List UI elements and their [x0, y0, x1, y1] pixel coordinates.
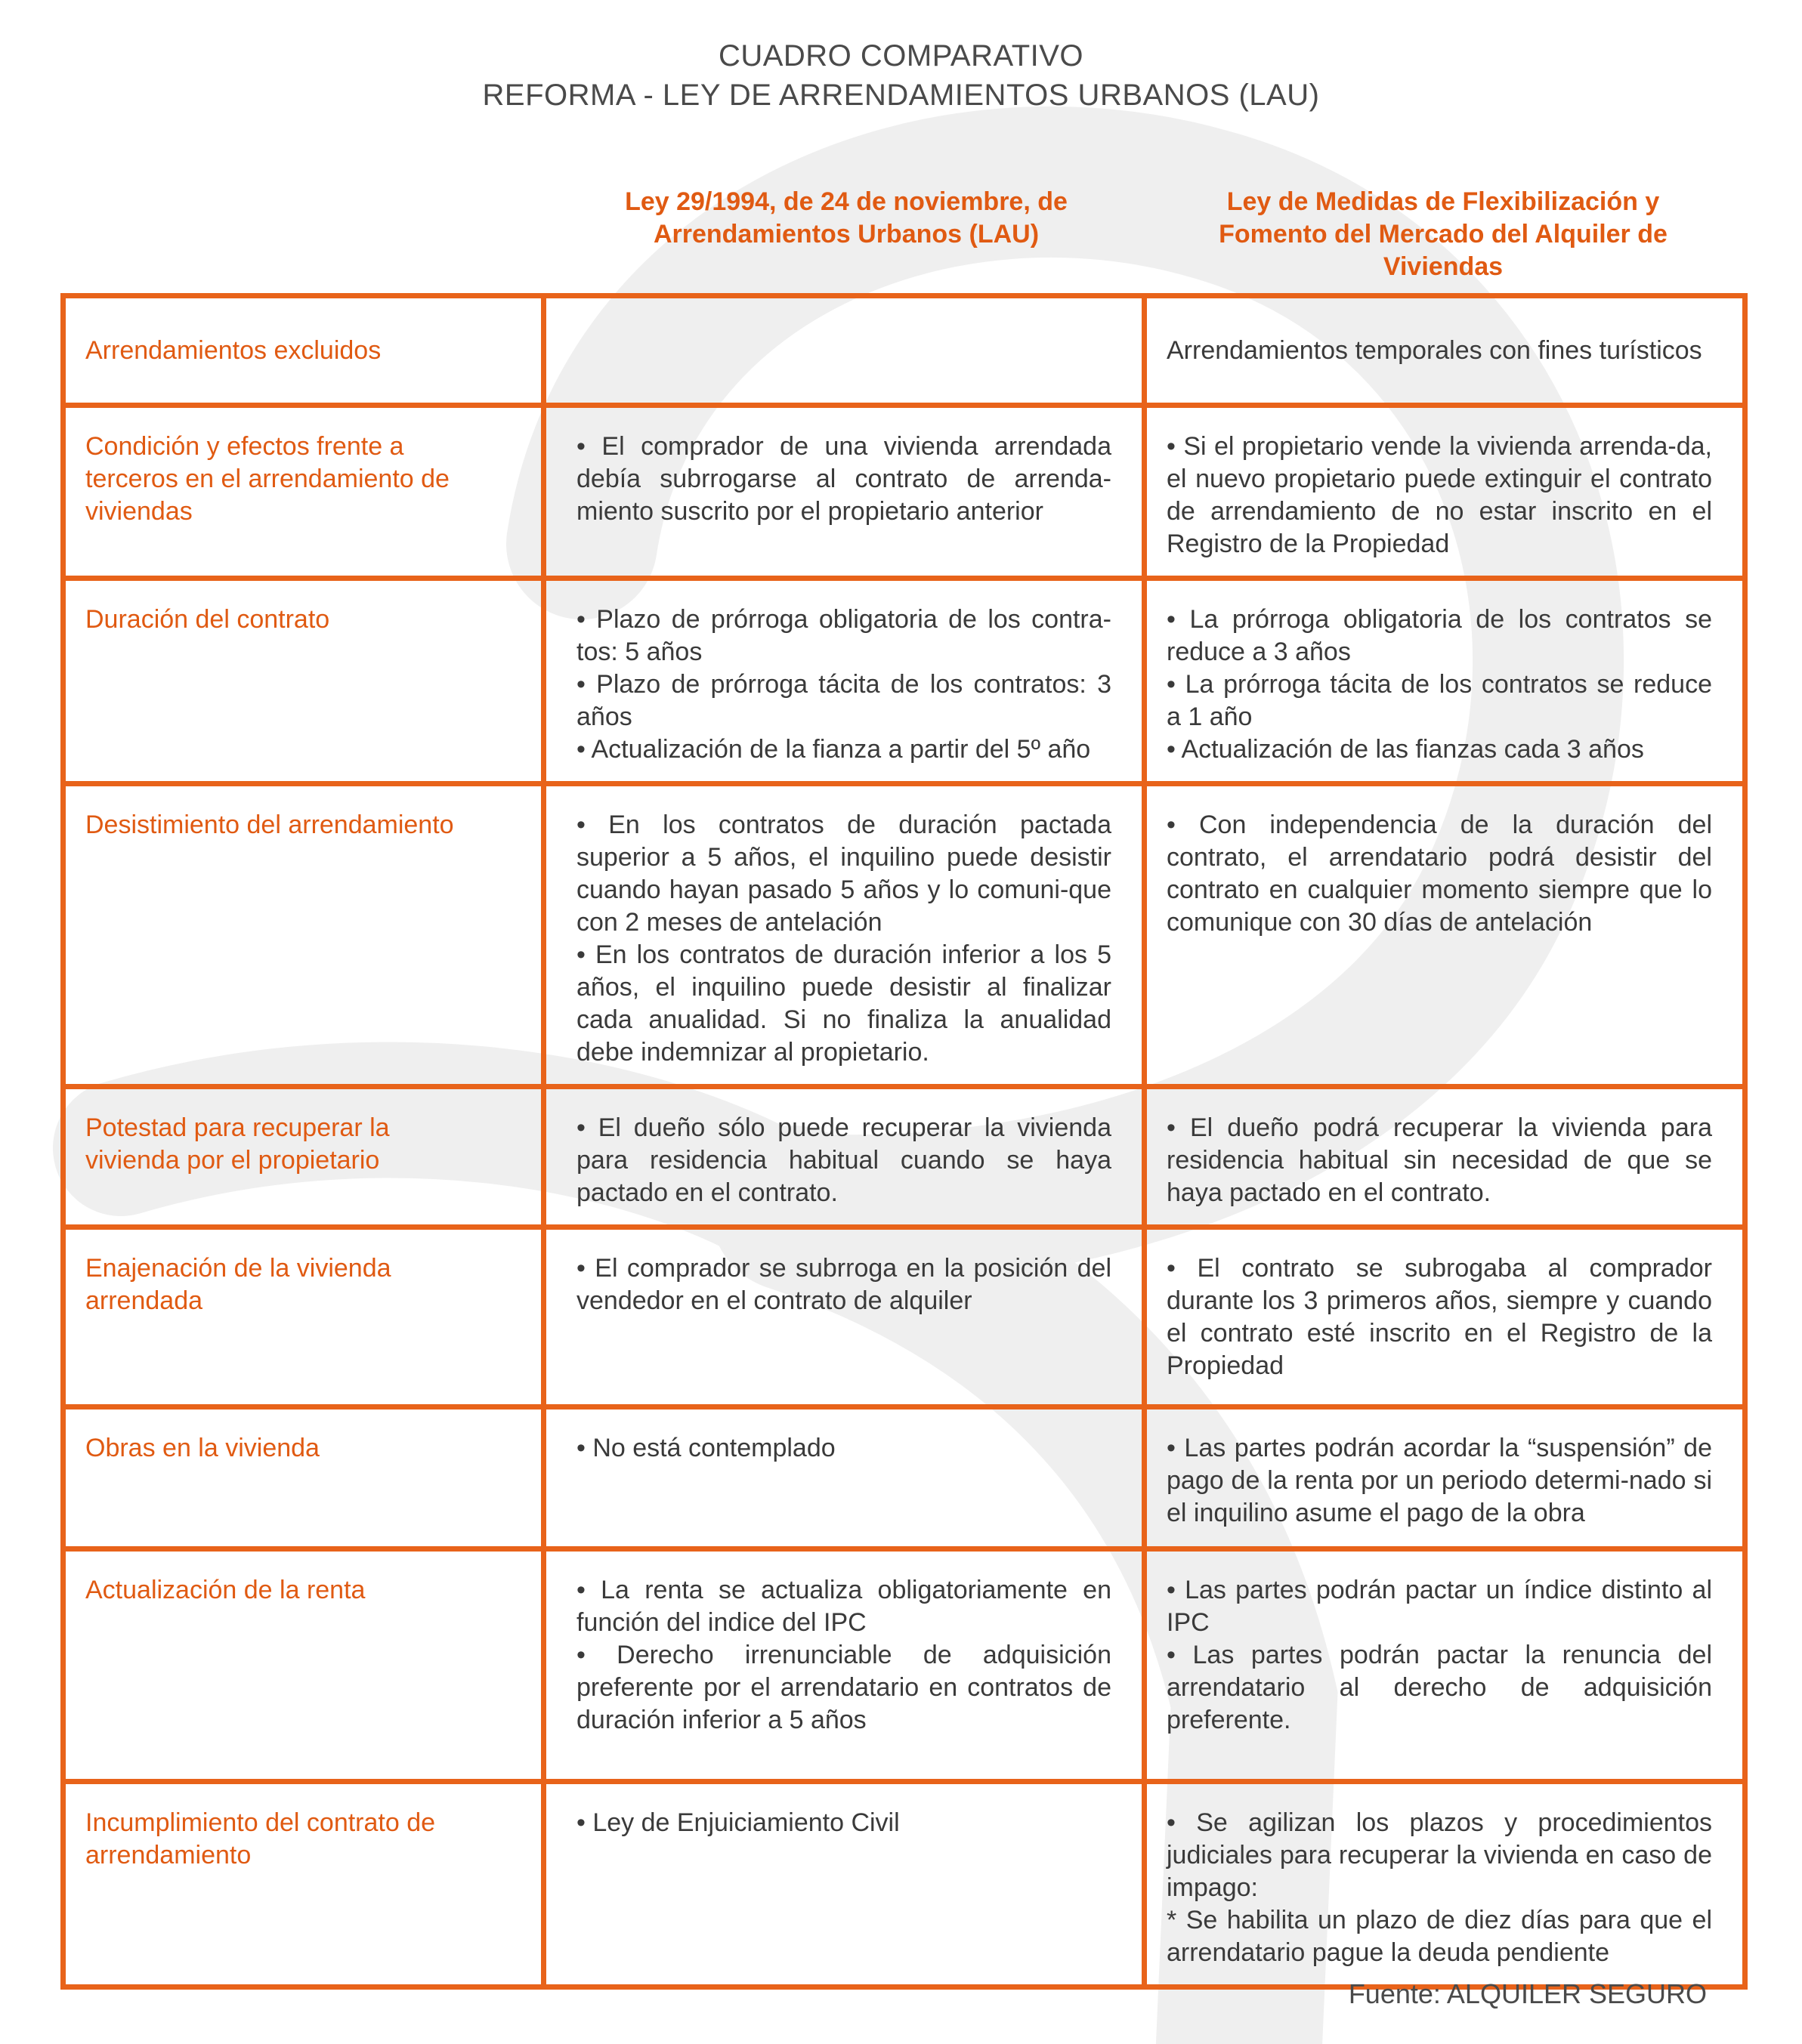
cell-paragraph: • El dueño podrá recuperar la vivienda para residencia habitual sin necesidad de que se haya pactado en el contrato. [1167, 1113, 1712, 1207]
cell-new-law [1145, 1549, 1745, 1782]
table-row [63, 579, 1745, 784]
cell-new-law [1145, 1782, 1745, 1987]
cell-paragraph: • La prórroga tácita de los contratos se reduce a 1 año [1167, 670, 1712, 731]
column-header-line: Arrendamientos Urbanos (LAU) [653, 220, 1040, 249]
cell-lau-1994 [544, 296, 1145, 406]
table-row [63, 1407, 1745, 1549]
column-header-line: Viviendas [1383, 252, 1504, 281]
cell-paragraph: • Ley de Enjuiciamiento Civil [576, 1808, 900, 1837]
cell-paragraph: • Con independencia de la duración del contrato, el arrendatario podrá desistir del contrato en cualquier momento siempre que lo comunique con 30 días de antelación [1167, 810, 1712, 937]
column-header-line: Fomento del Mercado del Alquiler de [1219, 220, 1668, 249]
cell-new-law [1145, 1087, 1745, 1227]
row-label-line: arrendamiento [85, 1841, 252, 1870]
row-label [63, 296, 544, 406]
cell-lau-1994 [544, 1407, 1145, 1549]
cell-paragraph: Arrendamientos temporales con fines turísticos [1167, 335, 1702, 365]
table-row [63, 784, 1745, 1087]
cell-paragraph: • El comprador se subrroga en la posición del vendedor en el contrato de alquiler [576, 1254, 1111, 1315]
title-line-2: REFORMA - LEY DE ARRENDAMIENTOS URBANOS (LAU) [482, 79, 1320, 112]
cell-new-law [1145, 784, 1745, 1087]
comparison-table [60, 293, 1748, 1990]
cell-lau-1994 [544, 1087, 1145, 1227]
table-row [63, 406, 1745, 579]
cell-paragraph: • En los contratos de duración pactada superior a 5 años, el inquilino puede desistir cuando hayan pasado 5 años y lo comuni-que con 2 meses de antelación [576, 810, 1111, 937]
row-label [63, 1407, 544, 1549]
row-label-line: Incumplimiento del contrato de [85, 1808, 436, 1837]
cell-paragraph: • El contrato se subrogaba al comprador durante los 3 primeros años, siempre y cuando el contrato esté inscrito en el Registro de la Propiedad [1167, 1254, 1712, 1380]
cell-new-law [1145, 1227, 1745, 1407]
row-label [63, 1549, 544, 1782]
table-row [63, 1549, 1745, 1782]
cell-paragraph: • Plazo de prórroga obligatoria de los contra-tos: 5 años [576, 605, 1111, 666]
page-title [0, 36, 1802, 115]
row-label [63, 406, 544, 579]
cell-lau-1994 [544, 1227, 1145, 1407]
row-label [63, 1087, 544, 1227]
source-credit: Fuente: ALQUILER SEGURO [1348, 1978, 1707, 2009]
cell-paragraph: • Las partes podrán pactar un índice distinto al IPC [1167, 1576, 1712, 1637]
cell-paragraph: • La renta se actualiza obligatoriamente en función del indice del IPC [576, 1576, 1111, 1637]
row-label-line: terceros en el arrendamiento de [85, 465, 450, 493]
cell-paragraph: • Se agilizan los plazos y procedimientos judiciales para recuperar la vivienda en caso de impago: [1167, 1808, 1712, 1902]
row-label-line: Enajenación de la vivienda [85, 1254, 391, 1283]
row-label-line: viviendas [85, 497, 193, 526]
row-label-line: Condición y efectos frente a [85, 432, 404, 461]
cell-new-law [1145, 1407, 1745, 1549]
cell-paragraph: • Si el propietario vende la vivienda arrenda-da, el nuevo propietario puede extinguir el contrato de arrendamiento de no estar inscrito en el Registro de la Propiedad [1167, 432, 1712, 558]
cell-paragraph: • El comprador de una vivienda arrendada debía subrrogarse al contrato de arrenda-miento suscrito por el propietario anterior [576, 432, 1111, 526]
row-label [63, 1227, 544, 1407]
cell-paragraph: • Las partes podrán acordar la “suspensión” de pago de la renta por un periodo determi-nado si el inquilino asume el pago de la obra [1167, 1434, 1712, 1527]
row-label [63, 1782, 544, 1987]
column-header-line: Ley 29/1994, de 24 de noviembre, de [625, 187, 1068, 216]
cell-lau-1994 [544, 1782, 1145, 1987]
column-header-lau-1994 [548, 186, 1145, 251]
row-label-line: Potestad para recuperar la [85, 1113, 390, 1142]
column-header-line: Ley de Medidas de Flexibilización y [1226, 187, 1660, 216]
cell-paragraph: • No está contemplado [576, 1434, 836, 1462]
column-header-new-law [1145, 186, 1742, 283]
row-label-line: Actualización de la renta [85, 1576, 366, 1604]
cell-new-law [1145, 406, 1745, 579]
cell-paragraph: • Derecho irrenunciable de adquisición preferente por el arrendatario en contratos de duración inferior a 5 años [576, 1641, 1111, 1734]
table-row [63, 1782, 1745, 1987]
row-label-line: Obras en la vivienda [85, 1434, 320, 1462]
cell-paragraph: • El dueño sólo puede recuperar la vivienda para residencia habitual cuando se haya pactado en el contrato. [576, 1113, 1111, 1207]
row-label [63, 784, 544, 1087]
cell-paragraph: • La prórroga obligatoria de los contratos se reduce a 3 años [1167, 605, 1712, 666]
cell-paragraph: • Las partes podrán pactar la renuncia del arrendatario al derecho de adquisición preferente. [1167, 1641, 1712, 1734]
row-label-line: vivienda por el propietario [85, 1146, 380, 1175]
row-label-line: Duración del contrato [85, 605, 330, 634]
cell-lau-1994 [544, 784, 1145, 1087]
row-label-line: Arrendamientos excluidos [85, 335, 382, 365]
table-row [63, 1087, 1745, 1227]
table-row [63, 296, 1745, 406]
cell-paragraph: • Actualización de las fianzas cada 3 años [1167, 735, 1644, 764]
cell-lau-1994 [544, 579, 1145, 784]
cell-paragraph: • Actualización de la fianza a partir del 5º año [576, 735, 1091, 764]
cell-new-law [1145, 579, 1745, 784]
row-label-line: Desistimiento del arrendamiento [85, 810, 454, 839]
title-line-1: CUADRO COMPARATIVO [718, 39, 1084, 73]
cell-paragraph: • En los contratos de duración inferior a los 5 años, el inquilino puede desistir al finalizar cada anualidad. Si no finaliza la anualidad debe indemnizar al propietario. [576, 940, 1111, 1067]
cell-paragraph: • Plazo de prórroga tácita de los contratos: 3 años [576, 670, 1111, 731]
cell-new-law [1145, 296, 1745, 406]
cell-paragraph: * Se habilita un plazo de diez días para que el arrendatario pague la deuda pendiente [1167, 1906, 1712, 1967]
row-label [63, 579, 544, 784]
cell-lau-1994 [544, 406, 1145, 579]
row-label-line: arrendada [85, 1286, 203, 1315]
cell-lau-1994 [544, 1549, 1145, 1782]
table-row [63, 1227, 1745, 1407]
